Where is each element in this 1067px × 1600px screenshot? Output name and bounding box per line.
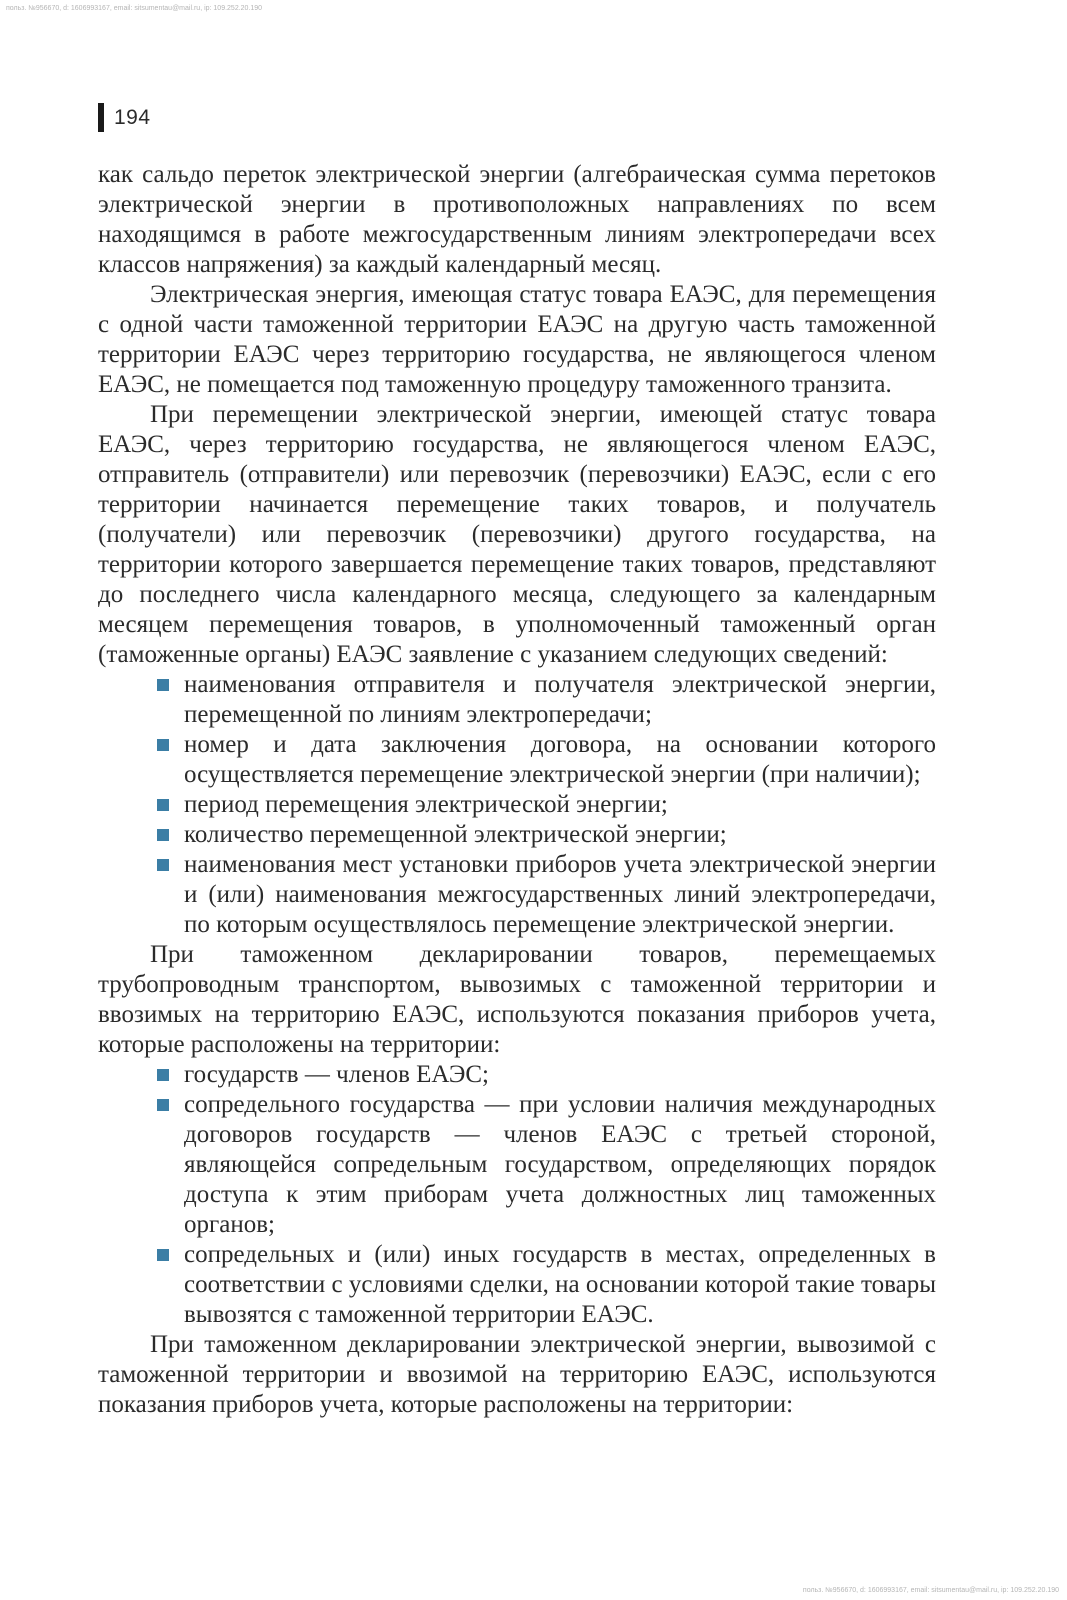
square-bullet-icon xyxy=(157,1069,169,1081)
list-item-text: количество перемещенной электрической энергии; xyxy=(184,821,727,848)
page-header xyxy=(98,103,151,132)
square-bullet-icon xyxy=(157,829,169,841)
list-item xyxy=(184,1060,936,1090)
square-bullet-icon xyxy=(157,1249,169,1261)
paragraph-2: Электрическая энергия, имеющая статус товара ЕАЭС, для перемещения с одной части таможенной территории ЕАЭС на другую часть таможенной территории ЕАЭС через территорию государства, не являющегося членом ЕАЭС, не помещается под таможенную процедуру таможенного транзита. xyxy=(98,281,936,398)
list-item xyxy=(184,670,936,730)
list-item xyxy=(184,730,936,790)
bullet-list-2 xyxy=(98,1060,936,1330)
watermark-top: польз. №956670, d: 1606993167, email: sitsumentau@mail.ru, ip: 109.252.20.190 xyxy=(6,5,263,12)
paragraph-1: как сальдо переток электрической энергии (алгебраическая сумма перетоков электрической энергии в противоположных направлениях по всем находящимся в работе межгосударственным линиям электропередачи всех классов напряжения) за каждый календарный месяц. xyxy=(98,161,936,278)
page-number-bar xyxy=(98,103,104,132)
bullet-list-1 xyxy=(98,670,936,940)
paragraph-5: При таможенном декларировании электрической энергии, вывозимой с таможенной территории и ввозимой на территорию ЕАЭС, используются показания приборов учета, которые расположены на территории: xyxy=(98,1331,936,1418)
list-item-text: период перемещения электрической энергии; xyxy=(184,791,668,818)
list-item-text: государств — членов ЕАЭС; xyxy=(184,1061,489,1088)
square-bullet-icon xyxy=(157,739,169,751)
list-item-text: наименования мест установки приборов учета электрической энергии и (или) наименования межгосударственных линий электропередачи, по которым осуществлялось перемещение электрической энергии. xyxy=(184,851,936,938)
square-bullet-icon xyxy=(157,1099,169,1111)
square-bullet-icon xyxy=(157,679,169,691)
list-item xyxy=(184,1240,936,1330)
list-item-text: сопредельных и (или) иных государств в местах, определенных в соответствии с условиями сделки, на основании которой такие товары вывозятся с таможенной территории ЕАЭС. xyxy=(184,1241,936,1328)
list-item xyxy=(184,820,936,850)
watermark-bottom: польз. №956670, d: 1606993167, email: sitsumentau@mail.ru, ip: 109.252.20.190 xyxy=(802,1587,1059,1594)
paragraph-4: При таможенном декларировании товаров, перемещаемых трубопроводным транспортом, вывозимых с таможенной территории и ввозимых на территорию ЕАЭС, используются показания приборов учета, которые расположены на территории: xyxy=(98,941,936,1058)
page-number: 194 xyxy=(114,105,151,129)
list-item-text: сопредельного государства — при условии наличия международных договоров государств — членов ЕАЭС с третьей стороной, являющейся сопредельным государством, определяющих порядок доступа к этим приборам учета должностных лиц таможенных органов; xyxy=(184,1091,936,1238)
list-item-text: наименования отправителя и получателя электрической энергии, перемещенной по линиям электропередачи; xyxy=(184,671,936,728)
square-bullet-icon xyxy=(157,799,169,811)
page-body xyxy=(98,160,936,1420)
square-bullet-icon xyxy=(157,859,169,871)
paragraph-3: При перемещении электрической энергии, имеющей статус товара ЕАЭС, через территорию государства, не являющегося членом ЕАЭС, отправитель (отправители) или перевозчик (перевозчики) ЕАЭС, если с его территории начинается перемещение таких товаров, и получатель (получатели) или перевозчик (перевозчики) другого государства, на территории которого завершается перемещение таких товаров, представляют до последнего числа календарного месяца, следующего за календарным месяцем перемещения товаров, в уполномоченный таможенный орган (таможенные органы) ЕАЭС заявление с указанием следующих сведений: xyxy=(98,401,936,668)
list-item xyxy=(184,850,936,940)
list-item xyxy=(184,790,936,820)
list-item xyxy=(184,1090,936,1240)
list-item-text: номер и дата заключения договора, на основании которого осуществляется перемещение электрической энергии (при наличии); xyxy=(184,731,936,788)
